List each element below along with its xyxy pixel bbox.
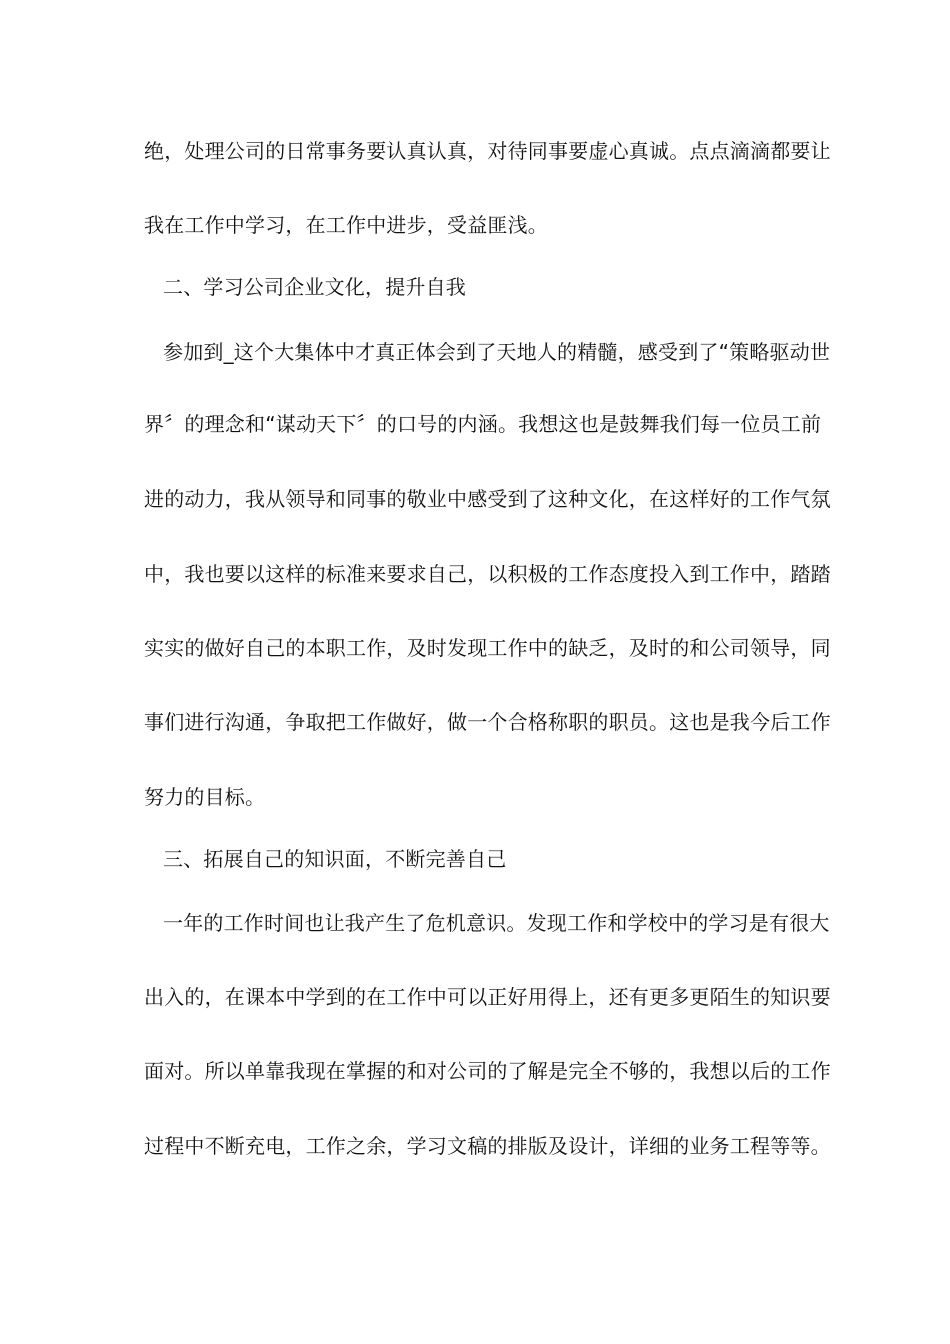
- body-line: 一年的工作时间也让我产生了危机意识。发现工作和学校中的学习是有很大: [163, 911, 830, 935]
- body-line: 界〞的理念和“谋动天下〞的口号的内涵。我想这也是鼓舞我们每一位员工前: [144, 412, 822, 436]
- body-line: 实实的做好自己的本职工作，及时发现工作中的缺乏，及时的和公司领导，同: [144, 636, 831, 660]
- body-line: 参加到_这个大集体中才真正体会到了天地人的精髓，感受到了“策略驱动世: [163, 340, 831, 364]
- body-line: 出入的，在课本中学到的在工作中可以正好用得上，还有更多更陌生的知识要: [144, 985, 831, 1009]
- body-line: 事们进行沟通，争取把工作做好，做一个合格称职的职员。这也是我今后工作: [144, 710, 831, 734]
- body-line: 努力的目标。: [144, 785, 266, 809]
- body-line: 进的动力，我从领导和同事的敬业中感受到了这种文化，在这样好的工作气氛: [144, 487, 831, 511]
- section-heading: 三、拓展自己的知识面，不断完善自己: [163, 847, 507, 871]
- body-line: 我在工作中学习，在工作中进步，受益匪浅。: [144, 213, 548, 237]
- body-line: 中，我也要以这样的标准来要求自己，以积极的工作态度投入到工作中，踏踏: [144, 562, 831, 586]
- section-heading: 二、学习公司企业文化，提升自我: [163, 275, 466, 299]
- body-line: 绝，处理公司的日常事务要认真认真，对待同事要虚心真诚。点点滴滴都要让: [144, 139, 831, 163]
- body-line: 过程中不断充电，工作之余，学习文稿的排版及设计，详细的业务工程等等。: [144, 1134, 831, 1158]
- body-line: 面对。所以单靠我现在掌握的和对公司的了解是完全不够的，我想以后的工作: [144, 1059, 831, 1083]
